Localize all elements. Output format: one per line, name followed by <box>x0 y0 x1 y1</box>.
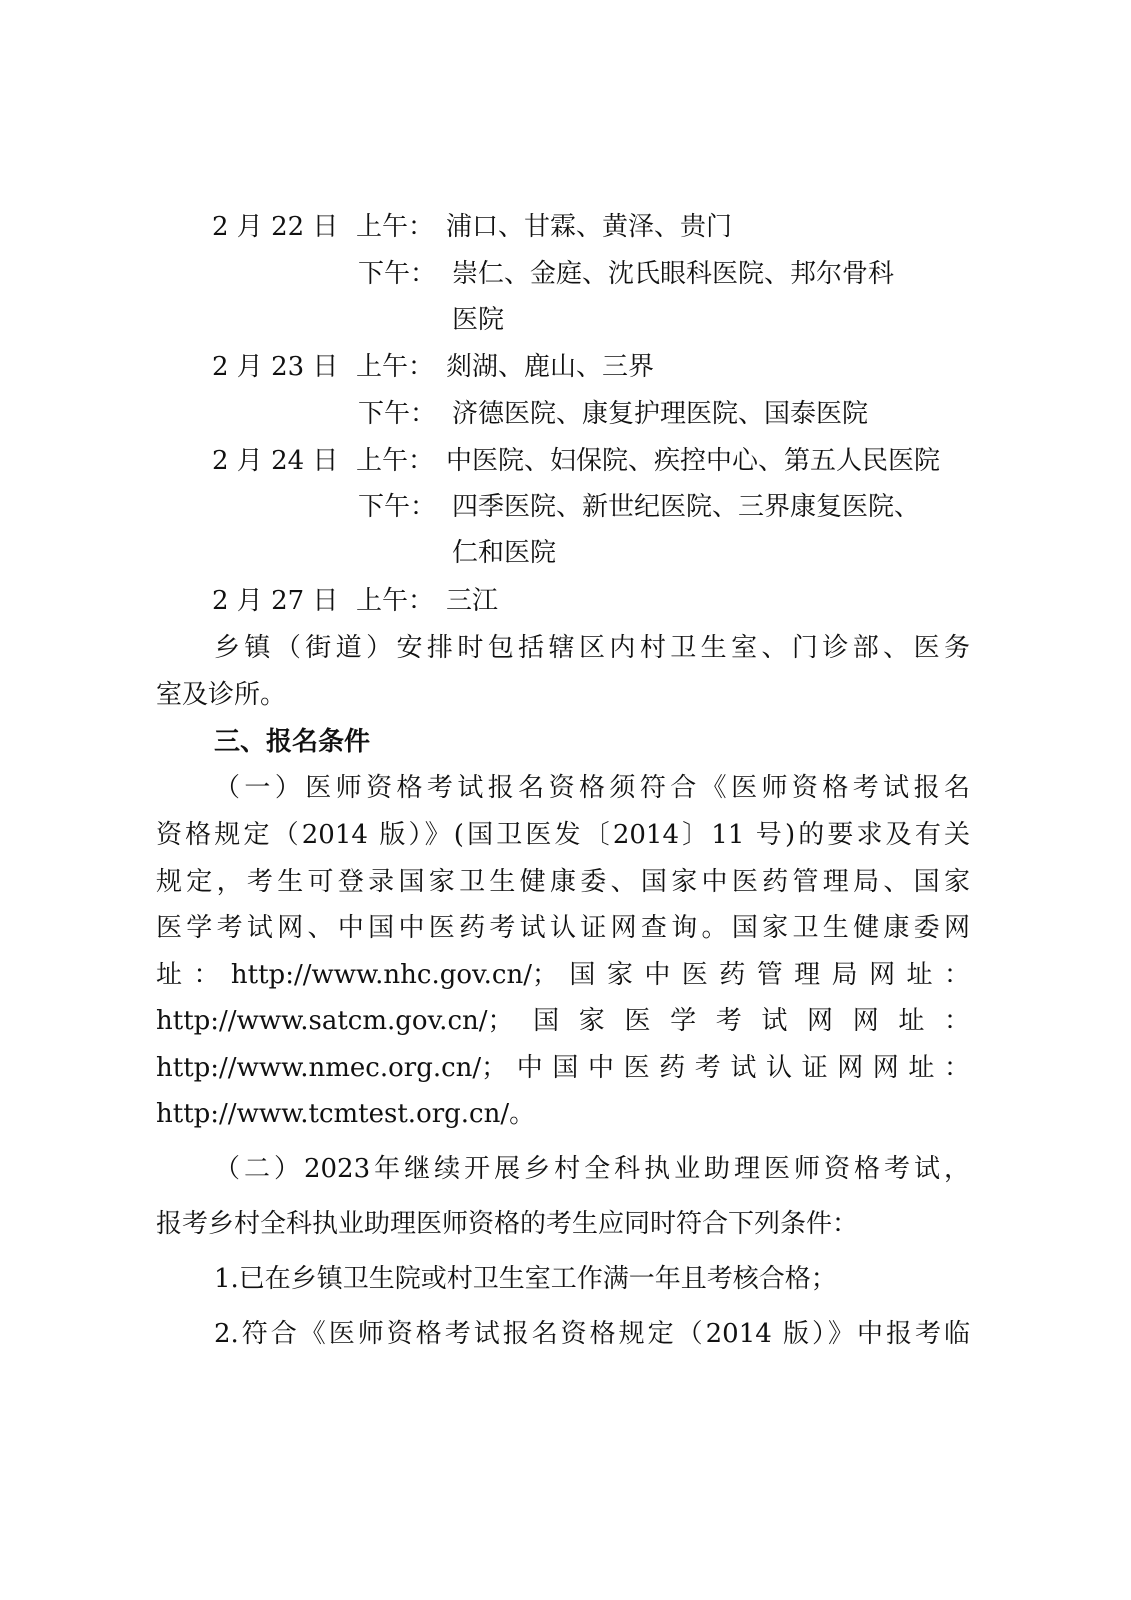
schedule-am-label: 上午： <box>356 446 435 476</box>
paragraph2-line2: 报考乡村全科执业助理医师资格的考生应同时符合下列条件： <box>156 1209 859 1239</box>
paragraph1-line5: 址：http://www.nhc.gov.cn/；国家中医药管理局网址： <box>156 960 970 990</box>
paragraph1-line1: （一）医师资格考试报名资格须符合《医师资格考试报名 <box>214 773 970 803</box>
schedule-date-feb27: 2 月 27 日 <box>212 586 339 616</box>
paragraph1-line8: http://www.tcmtest.org.cn/。 <box>156 1099 536 1129</box>
schedule-pm-label: 下午： <box>358 492 437 522</box>
schedule-feb22-pm-line1: 崇仁、金庭、沈氏眼科医院、邦尔骨科 <box>452 259 895 289</box>
schedule-feb24-pm-line2: 仁和医院 <box>452 538 557 568</box>
paragraph2-line1: （二）2023年继续开展乡村全科执业助理医师资格考试， <box>214 1154 970 1184</box>
schedule-pm-label: 下午： <box>358 399 437 429</box>
schedule-feb22-am: 浦口、甘霖、黄泽、贵门 <box>446 212 733 242</box>
paragraph1-line2: 资格规定（2014 版）》(国卫医发〔2014〕11 号)的要求及有关 <box>156 820 970 850</box>
note-line2: 室及诊所。 <box>156 680 287 710</box>
schedule-feb23-pm: 济德医院、康复护理医院、国泰医院 <box>452 399 869 429</box>
schedule-am-label: 上午： <box>356 212 435 242</box>
schedule-date-feb22: 2 月 22 日 <box>212 212 339 242</box>
schedule-feb24-am: 中医院、妇保院、疾控中心、第五人民医院 <box>446 446 941 476</box>
schedule-date-feb24: 2 月 24 日 <box>212 446 339 476</box>
list-item-2: 2.符合《医师资格考试报名资格规定（2014 版）》中报考临 <box>214 1319 970 1349</box>
schedule-feb27-am: 三江 <box>446 586 499 616</box>
list-item-1: 1.已在乡镇卫生院或村卫生室工作满一年且考核合格； <box>214 1264 837 1294</box>
schedule-am-label: 上午： <box>356 352 435 382</box>
paragraph1-line3: 规定，考生可登录国家卫生健康委、国家中医药管理局、国家 <box>156 867 970 897</box>
paragraph1-line4: 医学考试网、中国中医药考试认证网查询。国家卫生健康委网 <box>156 913 970 943</box>
paragraph1-line6: http://www.satcm.gov.cn/；国家医学考试网网址： <box>156 1006 970 1036</box>
schedule-pm-label: 下午： <box>358 259 437 289</box>
schedule-date-feb23: 2 月 23 日 <box>212 352 339 382</box>
section-heading: 三、报名条件 <box>214 727 371 757</box>
schedule-am-label: 上午： <box>356 586 435 616</box>
paragraph1-line7: http://www.nmec.org.cn/；中国中医药考试认证网网址： <box>156 1053 970 1083</box>
schedule-feb23-am: 剡湖、鹿山、三界 <box>446 352 655 382</box>
note-line1: 乡镇（街道）安排时包括辖区内村卫生室、门诊部、医务 <box>214 633 970 663</box>
schedule-feb22-pm-line2: 医院 <box>452 305 505 335</box>
schedule-feb24-pm-line1: 四季医院、新世纪医院、三界康复医院、 <box>452 492 921 522</box>
